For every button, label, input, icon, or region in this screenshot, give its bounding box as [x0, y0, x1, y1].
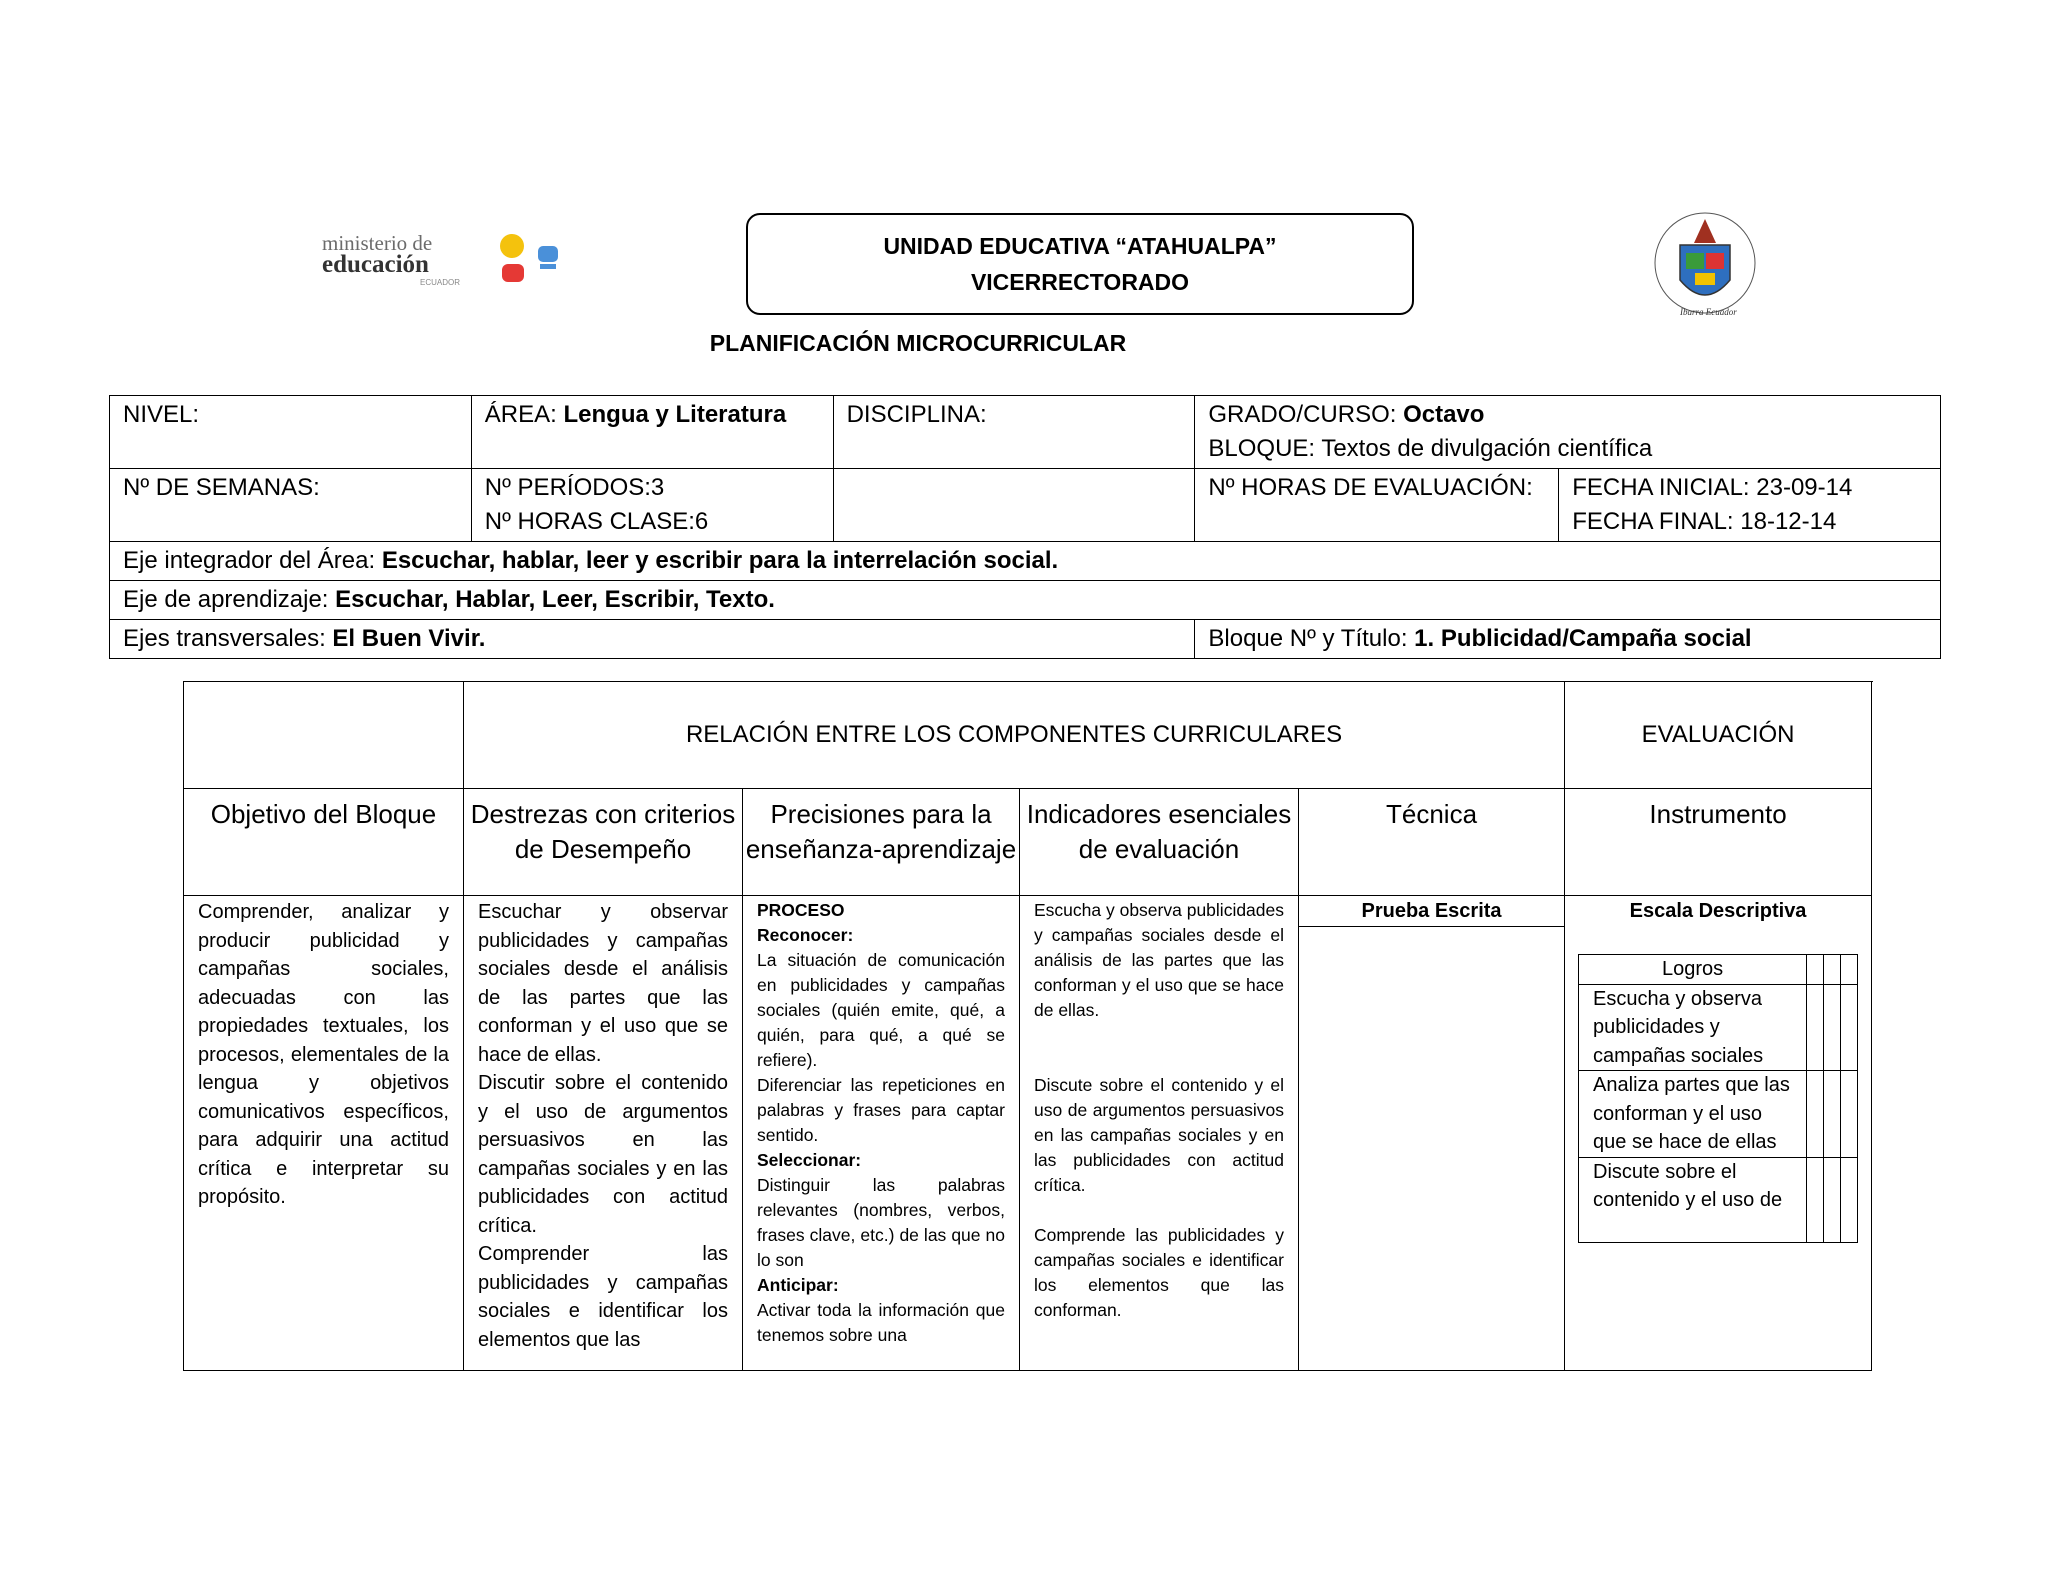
objetivo-text: Comprender, analizar y producir publicidad y campañas sociales, adecuadas con las propiedades textuales, los procesos, elementales de la lengua y objetivos comunicativos específicos, para adquirir una actitud crítica e interpretar su propósito. [198, 901, 449, 1208]
eje-aprendizaje-label: Eje de aprendizaje: [123, 586, 336, 613]
svg-text:Ibarra Ecuador: Ibarra Ecuador [1680, 307, 1737, 317]
disciplina-cell [833, 396, 1195, 469]
destreza-item: Comprender las publicidades y campañas sociales e identificar los elementos que las [478, 1243, 728, 1351]
school-name: UNIDAD EDUCATIVA “ATAHUALPA” [883, 233, 1277, 259]
check-cell [1841, 984, 1858, 1071]
precisiones-cell [743, 896, 1020, 1371]
evaluacion-header: EVALUACIÓN [1565, 682, 1872, 789]
ejes-transversales-value: El Buen Vivir. [332, 625, 486, 652]
check-cell [1824, 1157, 1841, 1242]
horas-eval: Nº HORAS DE EVALUACIÓN: [1208, 474, 1533, 501]
relacion-header: RELACIÓN ENTRE LOS COMPONENTES CURRICULARES [464, 682, 1565, 789]
destrezas-list [478, 898, 728, 1368]
seleccionar-text: Distinguir las palabras relevantes (nombres, verbos, frases clave, etc.) de las que no lo son [757, 1175, 1005, 1270]
grado-label: GRADO/CURSO: [1208, 401, 1404, 428]
logo-line-3: ECUADOR [420, 278, 461, 287]
nivel-cell [110, 396, 472, 469]
school-crest [1650, 205, 1760, 330]
horas-eval-cell [1195, 469, 1559, 542]
col-tecnica-header: Técnica [1299, 789, 1565, 896]
bloque-label: BLOQUE: Textos de divulgación científica [1208, 435, 1653, 462]
logros-table [1578, 954, 1858, 1243]
check-cell [1807, 1157, 1824, 1242]
fecha-inicial: FECHA INICIAL: 23-09-14 [1572, 474, 1853, 501]
reconocer-label: Reconocer: [757, 925, 854, 945]
check-cell [1807, 955, 1824, 985]
nivel-label: NIVEL: [123, 401, 200, 428]
area-label: ÁREA: [484, 401, 564, 428]
ejes-transversales-label: Ejes transversales: [123, 625, 333, 652]
col-precisiones-header: Precisiones para la enseñanza-aprendizaje [743, 789, 1020, 896]
destreza-item: Escuchar y observar publicidades y campañas sociales desde el análisis de las partes que las conforman y el uso que se hace de ellas. [478, 901, 728, 1066]
indicadores-cell [1020, 896, 1299, 1371]
ejes-transversales-cell [110, 620, 1195, 659]
semanas-label: Nº DE SEMANAS: [123, 474, 320, 501]
tecnica-value: Prueba Escrita [1299, 896, 1564, 927]
table-row [110, 396, 1941, 469]
check-cell [1841, 1071, 1858, 1158]
table-row [184, 789, 1872, 896]
check-cell [1807, 984, 1824, 1071]
indicador-item: Discute sobre el contenido y el uso de argumentos persuasivos en las campañas sociales y en las publicidades con actitud crítica. [1034, 1075, 1284, 1195]
info-table [109, 395, 1941, 659]
plan-title: PLANIFICACIÓN MICROCURRICULAR [709, 330, 1127, 356]
objetivo-cell [184, 896, 464, 1371]
periodos-cell [471, 469, 833, 542]
table-row [1579, 984, 1858, 1071]
diferenciar-text: Diferenciar las repeticiones en palabras y frases para captar sentido. [757, 1075, 1005, 1145]
fecha-final: FECHA FINAL: 18-12-14 [1572, 508, 1837, 535]
table-row [184, 682, 1872, 789]
col-destrezas-header: Destrezas con criterios de Desempeño [464, 789, 743, 896]
anticipar-label: Anticipar: [757, 1275, 839, 1295]
ministry-logo [322, 232, 572, 294]
table-row [110, 581, 1941, 620]
indicadores-list [1034, 898, 1284, 1368]
table-row [1579, 1071, 1858, 1158]
empty-header-cell [184, 682, 464, 789]
logro-item: Escucha y observa publicidades y campañas sociales [1579, 984, 1807, 1071]
table-row [1579, 1157, 1858, 1242]
logro-item: Analiza partes que las conforman y el uso que se hace de ellas [1579, 1071, 1807, 1158]
table-row [110, 469, 1941, 542]
check-cell [1824, 984, 1841, 1071]
logros-header: Logros [1579, 955, 1807, 985]
proceso-label: PROCESO [757, 900, 845, 920]
area-value: Lengua y Literatura [563, 401, 787, 428]
logro-text: Discute sobre el contenido y el uso de [1593, 1160, 1783, 1211]
anticipar-text: Activar toda la información que tenemos sobre una [757, 1300, 1005, 1345]
logo-line-1: ministerio de [322, 232, 433, 255]
destreza-item: Discutir sobre el contenido y el uso de argumentos persuasivos en las campañas sociales y en las publicidades con actitud crítica. [478, 1072, 728, 1237]
logo-line-2: educación [322, 251, 429, 278]
instrumento-cell [1565, 896, 1872, 1371]
semanas-cell [110, 469, 472, 542]
eje-integrador-label: Eje integrador del Área: [123, 547, 382, 574]
destrezas-cell [464, 896, 743, 1371]
check-cell [1824, 955, 1841, 985]
reconocer-text: La situación de comunicación en publicidades y campañas sociales (quién emite, qué, a quién, para qué, a qué se refiere). [757, 950, 1005, 1070]
col-instrumento-header: Instrumento [1565, 789, 1872, 896]
check-cell [1824, 1071, 1841, 1158]
grado-value: Octavo [1403, 401, 1485, 428]
col-indicadores-header: Indicadores esenciales de evaluación [1020, 789, 1299, 896]
bloque-titulo-label: Bloque Nº y Título: [1208, 625, 1415, 652]
school-title-box [746, 213, 1414, 315]
check-cell [1841, 1157, 1858, 1242]
eje-integrador-value: Escuchar, hablar, leer y escribir para la interrelación social. [381, 547, 1059, 574]
indicador-item: Escucha y observa publicidades y campañas sociales desde el análisis de las partes que las conforman y el uso que se hace de ellas. [1034, 900, 1284, 1020]
area-cell [471, 396, 833, 469]
tecnica-cell [1299, 896, 1565, 1371]
eje-aprendizaje-cell [110, 581, 1941, 620]
instrumento-value: Escala Descriptiva [1629, 900, 1807, 922]
eje-aprendizaje-value: Escuchar, Hablar, Leer, Escribir, Texto. [335, 586, 775, 613]
fechas-cell [1559, 469, 1941, 542]
col-objetivo-header: Objetivo del Bloque [184, 789, 464, 896]
bloque-titulo-cell [1195, 620, 1941, 659]
logro-item [1579, 1157, 1807, 1242]
disciplina-label: DISCIPLINA: [846, 401, 987, 428]
table-row [1579, 955, 1858, 985]
curricular-table [183, 681, 1872, 1371]
seleccionar-label: Seleccionar: [757, 1150, 862, 1170]
horas-clase: Nº HORAS CLASE:6 [484, 508, 709, 535]
check-cell [1841, 955, 1858, 985]
table-row [184, 896, 1872, 1371]
check-cell [1807, 1071, 1824, 1158]
table-row [110, 620, 1941, 659]
precisiones-list [757, 898, 1005, 1368]
table-row [110, 542, 1941, 581]
indicador-item: Comprende las publicidades y campañas sociales e identificar los elementos que las conforman. [1034, 1225, 1284, 1320]
periodos: Nº PERÍODOS:3 [484, 474, 665, 501]
department-name: VICERRECTORADO [970, 269, 1190, 295]
bloque-titulo-value: 1. Publicidad/Campaña social [1414, 625, 1752, 652]
empty-cell [833, 469, 1195, 542]
eje-integrador-cell [110, 542, 1941, 581]
grado-cell [1195, 396, 1941, 469]
